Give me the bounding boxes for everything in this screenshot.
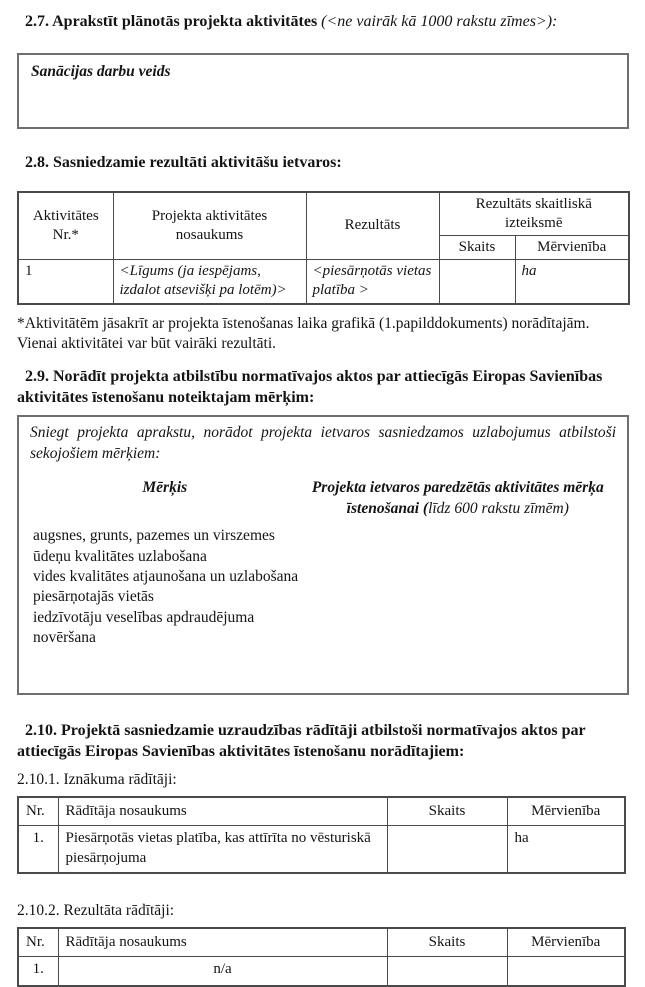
results-table-header-row [18,192,629,236]
result-header-count: Skaits [387,928,507,957]
output-indicators-header-row [18,797,625,826]
results-header-result: Rezultāts [306,192,439,260]
output-cell-nr: 1. [18,826,58,873]
results-cell-name: <Līgums (ja iespējams, izdalot atsevišķi pa lotēm)> [113,260,306,304]
section-2-7-textbox-value: Sanācijas darbu veids [31,62,171,80]
section-2-7-note: (<ne vairāk kā 1000 rakstu zīmes>): [321,13,558,30]
section-2-9-heading: 2.9. Norādīt projekta atbilstību normatīvajos aktos par attiecīgās Eiropas Savienības aktivitātes īstenošanu noteiktajam mērķim: [17,367,603,406]
section-2-10-1-label: 2.10.1. Iznākuma rādītāji: [17,771,177,788]
output-cell-name: Piesārņotās vietas platība, kas attīrīta no vēsturiskā piesārņojuma [58,826,387,873]
result-cell-count[interactable] [387,957,507,986]
result-header-nr: Nr. [18,928,58,957]
output-cell-count[interactable] [387,826,507,873]
list-item: iedzīvotāju veselības apdraudējuma [33,608,255,626]
results-header-count: Skaits [439,235,515,259]
section-2-9-textbox[interactable] [17,415,629,695]
results-cell-unit: ha [515,260,629,304]
goals-right-heading-note: līdz 600 rakstu zīmēm) [428,500,569,518]
output-indicators-table [17,796,626,874]
output-cell-unit: ha [507,826,625,873]
goals-columns [30,478,616,520]
list-item: augsnes, grunts, pazemes un virszemes [33,527,275,545]
results-table [17,191,630,305]
output-header-count: Skaits [387,797,507,826]
results-header-activity-name: Projekta aktivitātes nosaukums [113,192,306,260]
result-cell-unit[interactable] [507,957,625,986]
goals-column-left [30,478,300,520]
result-header-name: Rādītāja nosaukums [58,928,387,957]
result-cell-name: n/a [58,957,387,986]
output-header-unit: Mērvienība [507,797,625,826]
goals-list [30,526,616,649]
section-2-7-heading [17,12,629,33]
results-header-unit: Mērvienība [515,235,629,259]
goals-column-right [300,478,616,520]
results-cell-nr: 1 [18,260,113,304]
table-row [18,260,629,304]
section-2-10-heading: 2.10. Projektā sasniedzamie uzraudzības rādītāji atbilstoši normatīvajos aktos par attiecīgās Eiropas Savienības aktivitātes īstenošanu norādītajiem: [17,722,586,761]
list-item: ūdeņu kvalitātes uzlabošana [33,547,207,565]
output-header-name: Rādītāja nosaukums [58,797,387,826]
result-cell-nr: 1. [18,957,58,986]
results-table-footnote: *Aktivitātēm jāsakrīt ar projekta īstenošanas laika grafikā (1.papilddokuments) norādītajām. Vienai aktivitātei var būt vairāki rezultāti. [17,314,590,352]
result-header-unit: Mērvienība [507,928,625,957]
results-cell-count[interactable] [439,260,515,304]
section-2-8-heading: 2.8. Sasniedzamie rezultāti aktivitāšu ietvaros: [25,153,342,171]
list-item: novēršana [33,629,96,647]
results-header-activity-nr: Aktivitātes Nr.* [18,192,113,260]
goals-left-heading: Mērķis [142,479,188,497]
results-cell-result: <piesārņotās vietas platība > [306,260,439,304]
list-item: piesārņotajās vietās [33,588,154,606]
result-indicators-table [17,927,626,987]
section-2-10-2-label: 2.10.2. Rezultāta rādītāji: [17,901,175,919]
results-header-group: Rezultāts skaitliskā izteiksmē [439,192,629,236]
output-header-nr: Nr. [18,797,58,826]
list-item: vides kvalitātes atjaunošana un uzlabošana [33,568,299,585]
table-row [18,826,625,873]
result-indicators-header-row [18,928,625,957]
section-2-9-instruction: Sniegt projekta aprakstu, norādot projekta ietvaros sasniedzamos uzlabojumus atbilstoši sekojošiem mērķiem: [30,424,616,463]
section-2-7-textbox[interactable] [17,53,629,129]
section-2-7-title: 2.7. Aprakstīt plānotās projekta aktivitātes [25,13,322,30]
table-row [18,957,625,986]
goals-right-heading: Projekta ietvaros paredzētās aktivitātes mērķa īstenošanai ( [311,479,604,518]
